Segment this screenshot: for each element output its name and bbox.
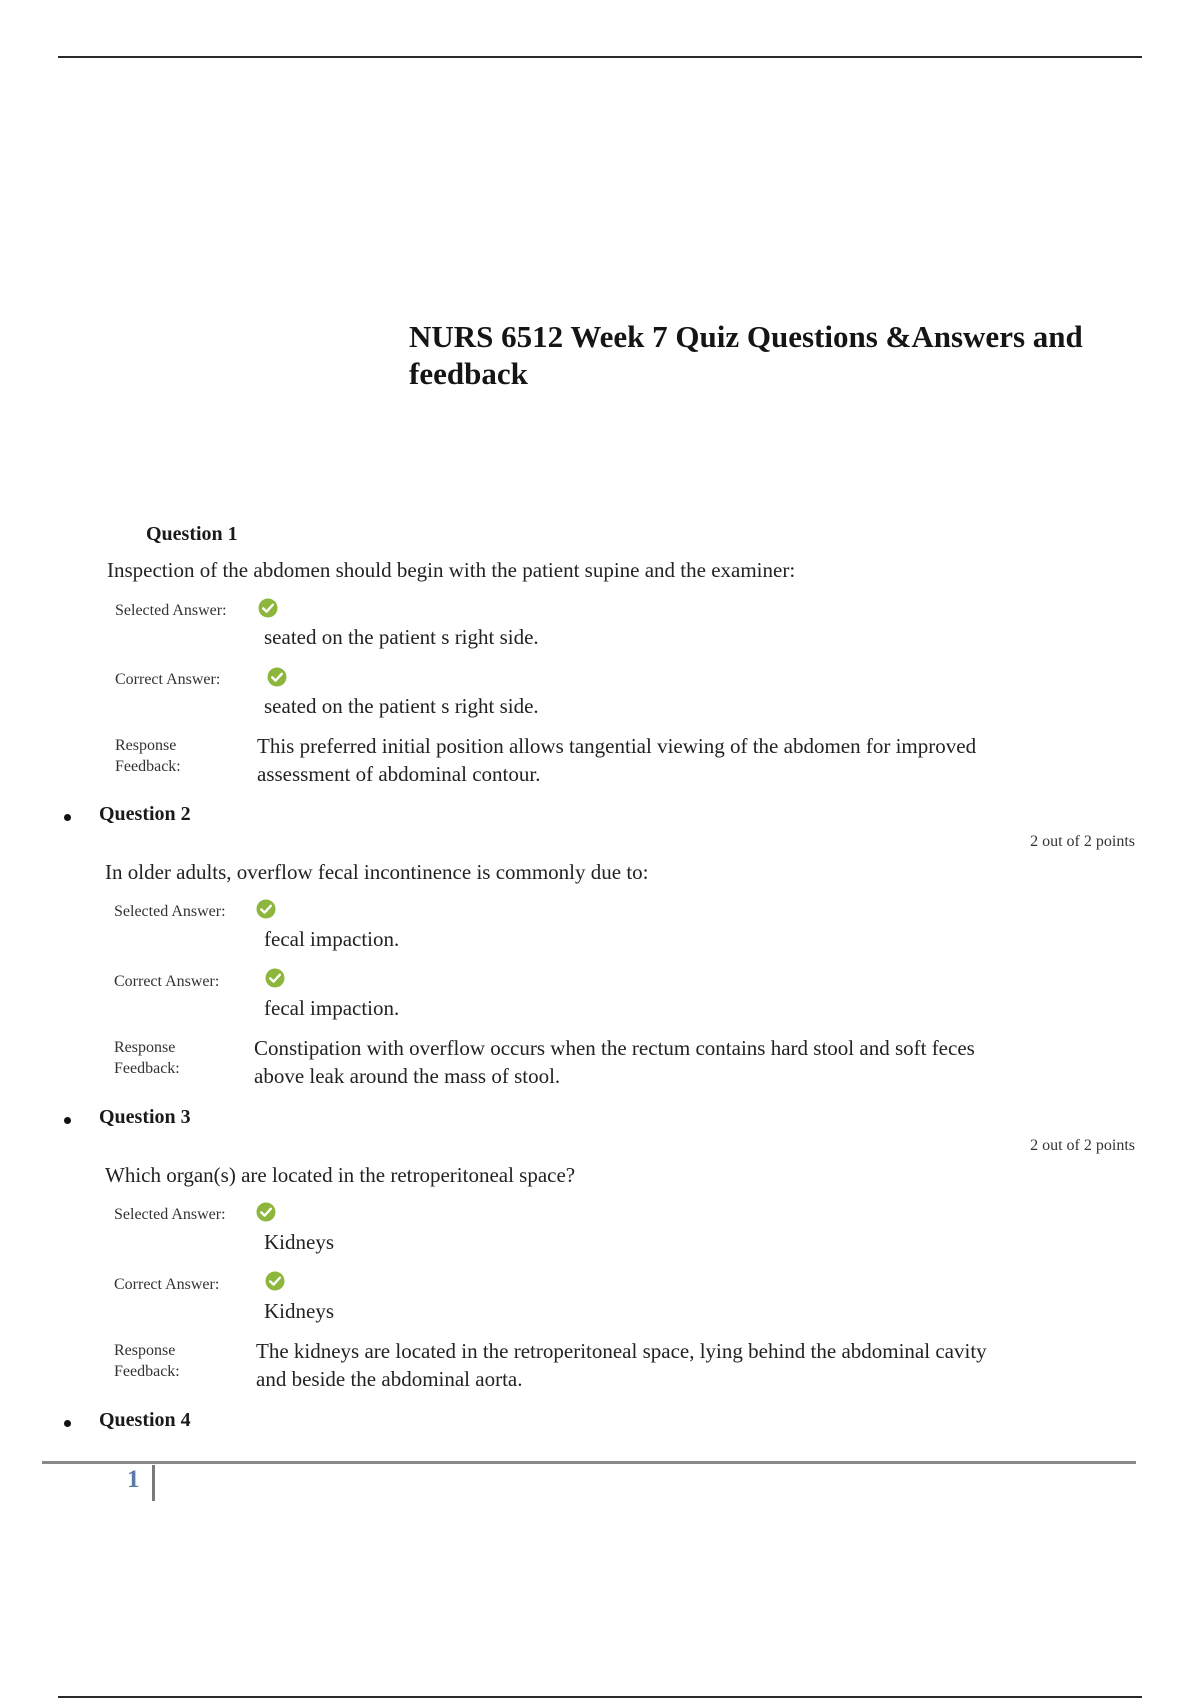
question-1-feedback-label	[115, 735, 181, 777]
check-circle-icon	[256, 1202, 276, 1222]
question-3-bullet	[64, 1117, 71, 1124]
question-4-bullet	[64, 1420, 71, 1427]
check-circle-icon	[267, 667, 287, 687]
question-1-heading: Question 1	[146, 523, 238, 545]
question-1-correct-answer: seated on the patient s right side.	[264, 694, 539, 718]
question-2-correct-answer: fecal impaction.	[264, 996, 400, 1020]
feedback-label: Feedback:	[114, 1060, 180, 1077]
question-2-bullet	[64, 814, 71, 821]
question-1-selected-answer: seated on the patient s right side.	[264, 625, 539, 649]
question-3-points: 2 out of 2 points	[1030, 1137, 1135, 1154]
feedback-label: Feedback:	[114, 1363, 180, 1380]
question-3-correct-label: Correct Answer:	[114, 1276, 220, 1293]
check-circle-icon	[258, 598, 278, 618]
response-label: Response	[114, 1039, 176, 1056]
question-1-correct-label: Correct Answer:	[115, 671, 221, 688]
question-3-text: Which organ(s) are located in the retroperitoneal space?	[105, 1163, 576, 1187]
feedback-label: Feedback:	[115, 758, 181, 775]
question-3-heading: Question 3	[99, 1106, 191, 1128]
question-2-feedback: Constipation with overflow occurs when the rectum contains hard stool and soft feces above leak around the mass of stool.	[254, 1036, 975, 1088]
question-1-text: Inspection of the abdomen should begin with the patient supine and the examiner:	[107, 558, 796, 582]
check-circle-icon	[265, 1271, 285, 1291]
question-2-selected-label: Selected Answer:	[114, 903, 226, 920]
question-2-selected-answer: fecal impaction.	[264, 927, 400, 951]
footer-rule	[42, 1461, 1136, 1464]
question-4-heading: Question 4	[99, 1409, 191, 1431]
check-circle-icon	[256, 899, 276, 919]
response-label: Response	[115, 737, 177, 754]
page-number: 1	[127, 1466, 140, 1493]
question-3-feedback: The kidneys are located in the retroperitoneal space, lying behind the abdominal cavity and beside the abdominal aorta.	[256, 1339, 987, 1391]
question-2-feedback-label	[114, 1037, 180, 1079]
question-3-selected-label: Selected Answer:	[114, 1206, 226, 1223]
question-2-correct-label: Correct Answer:	[114, 973, 220, 990]
question-2-heading: Question 2	[99, 803, 191, 825]
question-2-points: 2 out of 2 points	[1030, 833, 1135, 850]
bottom-rule	[58, 1696, 1142, 1698]
question-3-selected-answer: Kidneys	[264, 1230, 334, 1254]
response-label: Response	[114, 1342, 176, 1359]
question-2-text: In older adults, overflow fecal incontinence is commonly due to:	[105, 860, 649, 884]
top-rule	[58, 56, 1142, 58]
question-1-feedback: This preferred initial position allows tangential viewing of the abdomen for improved assessment of abdominal contour.	[257, 734, 977, 786]
question-3-correct-answer: Kidneys	[264, 1299, 334, 1323]
check-circle-icon	[265, 968, 285, 988]
question-1-selected-label: Selected Answer:	[115, 602, 227, 619]
page-title: NURS 6512 Week 7 Quiz Questions &Answers and feedback	[409, 319, 1083, 391]
question-3-feedback-label	[114, 1340, 180, 1382]
page-number-divider	[152, 1465, 155, 1501]
